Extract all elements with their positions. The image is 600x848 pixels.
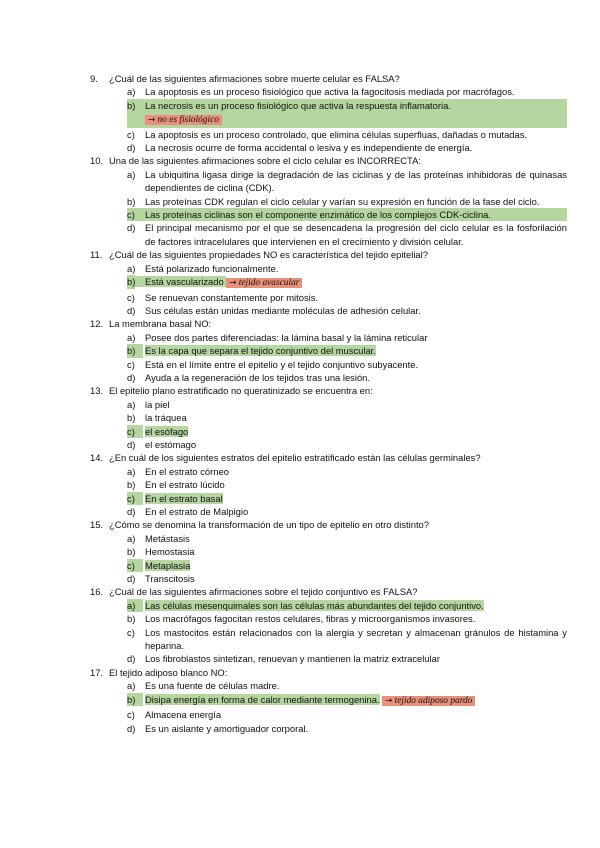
- option-text: Ayuda a la regeneración de los tejidos tras una lesión.: [145, 371, 370, 383]
- option-letter: d): [127, 653, 136, 665]
- question-text: ¿Cómo se denomina la transformación de un tipo de epitelio en otro distinto?: [109, 519, 429, 531]
- option-14d: [127, 505, 567, 518]
- option-letter: c): [127, 425, 143, 438]
- option-letter: b): [127, 99, 136, 111]
- question-17: [90, 666, 566, 679]
- option-text: En el estrato lúcido: [145, 479, 225, 491]
- option-text: Almacena energía: [145, 709, 222, 721]
- option-13c-correct: [127, 425, 567, 438]
- question-text: ¿Cuál de las siguientes afirmaciones sobre muerte celular es FALSA?: [109, 73, 400, 84]
- option-12d: [127, 371, 567, 384]
- question-number: 13.: [90, 385, 104, 397]
- annotation-note: [145, 115, 222, 125]
- question-10: [90, 154, 566, 167]
- annotation-text: tejido adiposo pardo: [394, 695, 473, 706]
- option-letter: b): [127, 276, 136, 288]
- option-letter: c): [127, 291, 135, 303]
- question-13: [90, 384, 566, 397]
- question-11: [90, 248, 566, 261]
- option-16a-correct: [127, 599, 567, 612]
- option-text: Está polarizado funcionalmente.: [145, 262, 279, 274]
- option-12b-correct: [127, 344, 567, 357]
- arrow-icon: →: [385, 695, 393, 706]
- option-9a: [127, 85, 567, 98]
- question-text: El tejido adiposo blanco NO:: [109, 666, 228, 678]
- option-text: la piel: [145, 398, 170, 410]
- question-text: ¿Cuál de las siguientes propiedades NO es característica del tejido epitelial?: [109, 249, 428, 261]
- question-text: El epitelio plano estratificado no queratinizado se encuentra en:: [109, 385, 373, 397]
- option-text: Sus células están unidas mediante moléculas de adhesión celular.: [145, 304, 421, 316]
- option-16d: [127, 652, 567, 665]
- option-letter: c): [127, 209, 135, 221]
- question-number: 15.: [90, 519, 104, 531]
- option-12c: [127, 358, 567, 371]
- option-9d: [127, 141, 567, 154]
- option-10b: [127, 195, 567, 208]
- question-15: [90, 518, 566, 531]
- option-9c: [127, 128, 567, 141]
- option-17b-correct: [127, 693, 567, 708]
- option-letter: b): [127, 613, 136, 625]
- quiz-page: [0, 72, 600, 735]
- option-text: La necrosis ocurre de forma accidental o lesiva y es independiente de energía.: [145, 142, 473, 154]
- option-letter: b): [127, 412, 136, 424]
- option-letter: a): [127, 680, 136, 692]
- option-text: Los macrófagos fagocitan restos celulares, fibras y microorganismos invasores.: [145, 613, 476, 625]
- question-text: La membrana basal NO:: [109, 318, 212, 330]
- option-letter: d): [127, 722, 136, 734]
- annotation-text: tejido avascular: [238, 278, 300, 289]
- option-9b-correct: [127, 99, 567, 128]
- option-17a: [127, 679, 567, 692]
- question-number: 9.: [90, 73, 98, 84]
- option-letter: c): [127, 492, 143, 505]
- option-15a: [127, 532, 567, 545]
- option-text: En el estrato córneo: [145, 465, 229, 477]
- option-15c-correct: [127, 559, 567, 572]
- option-text: Metaplasia: [145, 559, 191, 571]
- option-14a: [127, 465, 567, 478]
- question-12: [90, 317, 566, 330]
- option-16c: [127, 626, 567, 653]
- question-number: 14.: [90, 452, 104, 464]
- option-letter: a): [127, 86, 136, 98]
- option-11a: [127, 262, 567, 275]
- option-text: Metástasis: [145, 532, 190, 544]
- option-text: Las células mesenquimales son las células más abundantes del tejido conjuntivo.: [145, 599, 484, 611]
- option-11c: [127, 291, 567, 304]
- option-text: Se renuevan constantemente por mitosis.: [145, 291, 319, 303]
- option-10c-correct: [127, 208, 567, 221]
- option-text: el estómago: [145, 438, 197, 450]
- arrow-icon: →: [148, 115, 156, 126]
- option-letter: d): [127, 222, 136, 234]
- option-letter: a): [127, 262, 136, 274]
- option-text: Los mastocitos están relacionados con la alergia y secretan y almacenan gránulos de histamina y heparina.: [145, 626, 567, 652]
- option-11b-correct: [127, 275, 567, 290]
- option-16b: [127, 612, 567, 625]
- question-number: 10.: [90, 155, 104, 167]
- option-letter: a): [127, 532, 136, 544]
- option-letter: d): [127, 438, 136, 450]
- option-letter: a): [127, 599, 143, 612]
- option-17c: [127, 708, 567, 721]
- option-letter: d): [127, 304, 136, 316]
- option-letter: a): [127, 168, 136, 180]
- option-text: la tráquea: [145, 412, 187, 424]
- annotation-text: no es fisiológico: [157, 115, 219, 126]
- option-text: Disipa energía en forma de calor mediante termogenina.: [145, 693, 380, 705]
- option-10a: [127, 168, 567, 195]
- option-text: el esófago: [145, 425, 189, 437]
- option-letter: c): [127, 709, 135, 721]
- option-letter: a): [127, 331, 136, 343]
- option-letter: b): [127, 479, 136, 491]
- option-letter: d): [127, 573, 136, 585]
- option-letter: c): [127, 358, 135, 370]
- option-letter: b): [127, 693, 143, 706]
- option-text: Posee dos partes diferenciadas: la lámina basal y la lámina reticular: [145, 331, 428, 343]
- option-text: Está en el límite entre el epitelio y el tejido conjuntivo subyacente.: [145, 358, 419, 370]
- option-text: La apoptosis es un proceso fisiológico que activa la fagocitosis mediada por macrófagos.: [145, 86, 515, 98]
- option-letter: c): [127, 559, 143, 572]
- option-text: Las proteínas CDK regulan el ciclo celular y varían su expresión en función de la fase del ciclo.: [145, 195, 540, 207]
- option-text: En el estrato de Malpigio: [145, 506, 249, 517]
- question-number: 11.: [90, 249, 103, 261]
- option-11d: [127, 304, 567, 317]
- annotation-note: [226, 278, 302, 288]
- question-number: 16.: [90, 586, 104, 598]
- option-12a: [127, 331, 567, 344]
- option-letter: d): [127, 371, 136, 383]
- option-letter: a): [127, 398, 136, 410]
- question-text: Una de las siguientes afirmaciones sobre el ciclo celular es INCORRECTA:: [109, 155, 421, 167]
- option-15d: [127, 572, 567, 585]
- option-letter: c): [127, 128, 135, 140]
- question-number: 12.: [90, 318, 104, 330]
- option-text: La ubiquitina ligasa dirige la degradación de las ciclinas y de las proteínas inhibidoras de quinasas dependientes de ciclina (CDK).: [145, 168, 567, 194]
- option-text: Transcitosis: [145, 573, 195, 585]
- option-13b: [127, 411, 567, 424]
- question-14: [90, 451, 566, 464]
- option-text: Es una fuente de células madre.: [145, 680, 280, 692]
- question-text: ¿En cuál de los siguientes estratos del epitelio estratificado están las células germinales?: [109, 452, 481, 464]
- option-letter: c): [127, 626, 135, 638]
- option-letter: b): [127, 344, 143, 357]
- question-text: ¿Cuál de las siguientes afirmaciones sobre el tejido conjuntivo es FALSA?: [109, 586, 418, 598]
- option-text: En el estrato basal: [145, 492, 223, 504]
- option-15b: [127, 545, 567, 558]
- option-14b: [127, 478, 567, 491]
- option-10d: [127, 221, 567, 248]
- annotation-note: [382, 696, 475, 706]
- option-text: Está vascularizado: [127, 276, 224, 287]
- option-letter: d): [127, 506, 136, 517]
- option-17d: [127, 722, 567, 735]
- option-text: Es un aislante y amortiguador corporal.: [145, 722, 309, 734]
- option-text: Las proteínas ciclinas son el componente enzimático de los complejos CDK-ciclina.: [145, 209, 492, 221]
- option-letter: b): [127, 546, 136, 558]
- option-letter: d): [127, 142, 136, 154]
- option-letter: b): [127, 195, 136, 207]
- question-16: [90, 585, 566, 598]
- option-13a: [127, 398, 567, 411]
- option-text: La apoptosis es un proceso controlado, que elimina células superfluas, dañadas o mutadas.: [145, 128, 528, 140]
- question-9: [90, 72, 566, 85]
- option-text: El principal mecanismo por el que se desencadena la progresión del ciclo celular es la fosforilación de factores intracelulares que intervienen en el crecimiento y división celular.: [145, 222, 567, 247]
- arrow-icon: →: [229, 278, 237, 289]
- option-text: Es la capa que separa el tejido conjuntivo del muscular.: [145, 345, 376, 357]
- option-text: Los fibroblastos sintetizan, renuevan y mantienen la matriz extracelular: [145, 653, 440, 665]
- option-letter: a): [127, 465, 136, 477]
- option-text: La necrosis es un proceso fisiológico que activa la respuesta inflamatoria.: [145, 99, 451, 111]
- option-13d: [127, 438, 567, 451]
- option-14c-correct: [127, 492, 567, 505]
- option-text: Hemostasia: [145, 546, 195, 558]
- question-number: 17.: [90, 666, 104, 678]
